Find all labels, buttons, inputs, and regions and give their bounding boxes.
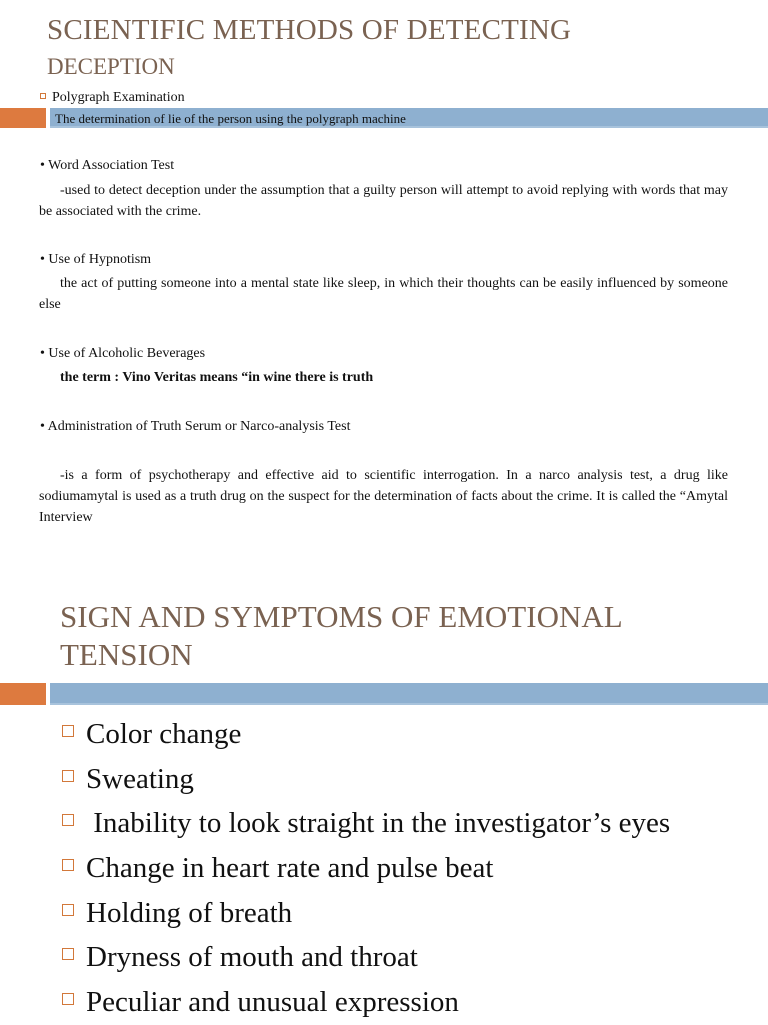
accent-bar-orange <box>0 108 46 128</box>
polygraph-item <box>40 87 185 108</box>
hollow-square-bullet-icon <box>62 814 74 826</box>
slide2-title: SIGN AND SYMPTOMS OF EMOTIONAL TENSION <box>60 599 622 672</box>
list-item: Dryness of mouth and throat <box>62 935 670 980</box>
item-body-word-association: -used to detect deception under the assumption that a guilty person will attempt to avoid replying with words that may be associated with the crime. <box>39 183 728 219</box>
list-item: Change in heart rate and pulse beat <box>62 846 670 891</box>
hollow-square-bullet-icon <box>40 93 46 99</box>
item-heading-truth-serum: • Administration of Truth Serum or Narco-analysis Test <box>40 419 351 434</box>
slide1-title-line1: SCIENTIFIC METHODS OF DETECTING <box>47 14 572 46</box>
list-item: Holding of breath <box>62 891 670 936</box>
polygraph-label: Polygraph Examination <box>52 90 185 105</box>
item-body-hypnotism: the act of putting someone into a mental state like sleep, in which their thoughts can be easily influenced by someone else <box>39 276 728 312</box>
item-body-alcoholic-beverages: the term : Vino Veritas means “in wine there is truth <box>60 370 374 385</box>
list-item: Sweating <box>62 757 670 802</box>
item-body-truth-serum: -is a form of psychotherapy and effective aid to scientific interrogation. In a narco analysis test, a drug like sodiumamytal is used as a truth drug on the suspect for the determination of facts about the crime. It is called the “Amytal Interview <box>39 468 728 525</box>
hollow-square-bullet-icon <box>62 770 74 782</box>
list-item: Color change <box>62 712 670 757</box>
hollow-square-bullet-icon <box>62 948 74 960</box>
accent-bar-orange-2 <box>0 683 46 705</box>
item-heading-hypnotism: • Use of Hypnotism <box>40 252 152 267</box>
list-item: Inability to look straight in the investigator’s eyes <box>62 801 670 846</box>
hollow-square-bullet-icon <box>62 725 74 737</box>
hollow-square-bullet-icon <box>62 993 74 1005</box>
accent-bar-blue-2 <box>50 683 768 705</box>
item-heading-alcoholic-beverages: • Use of Alcoholic Beverages <box>40 346 206 361</box>
slide1-title-line2: DECEPTION <box>47 54 175 79</box>
polygraph-description: The determination of lie of the person using the polygraph machine <box>55 111 406 126</box>
list-item: Peculiar and unusual expression <box>62 980 670 1025</box>
item-heading-word-association: • Word Association Test <box>40 158 175 173</box>
hollow-square-bullet-icon <box>62 859 74 871</box>
hollow-square-bullet-icon <box>62 904 74 916</box>
symptom-list <box>62 712 670 1025</box>
